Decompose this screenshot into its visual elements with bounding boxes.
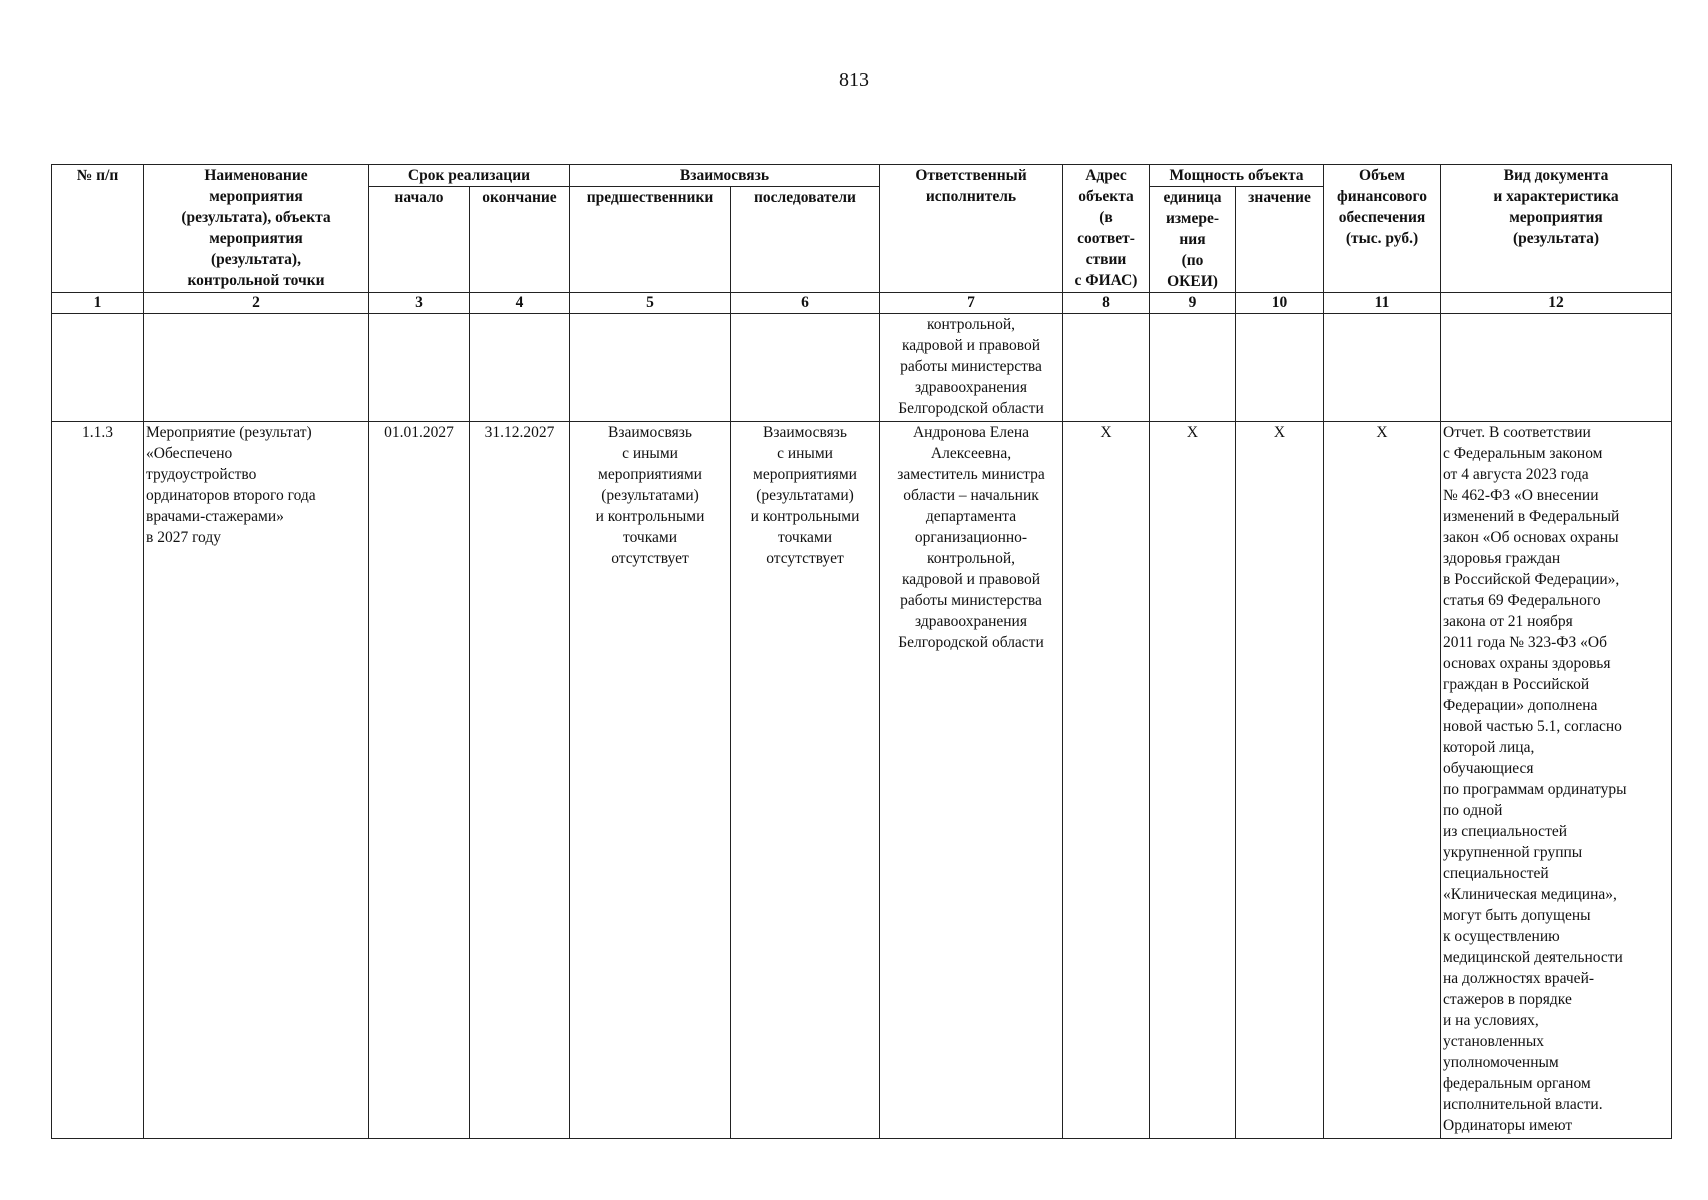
header-capacity-unit: единица измере- ния (по ОКЕИ) — [1150, 187, 1236, 293]
row-finance: X — [1324, 422, 1441, 1139]
row-responsible: Андронова Елена Алексеевна, заместитель министра области – начальник департамента организационно- контрольной, кадровой и правовой работы министерства здравоохранения Белгородской области — [880, 422, 1063, 1139]
table-cell — [1441, 314, 1672, 422]
column-number: 5 — [570, 293, 731, 314]
table-cell — [52, 314, 144, 422]
row-num: 1.1.3 — [52, 422, 144, 1139]
header-name: Наименование мероприятия (результата), объекта мероприятия (результата), контрольной точки — [144, 165, 369, 293]
row-unit: X — [1150, 422, 1236, 1139]
header-capacity-value: значение — [1236, 187, 1324, 293]
header-term-end: окончание — [470, 187, 570, 293]
table-cell — [1324, 314, 1441, 422]
header-address: Адрес объекта (в соответ- ствии с ФИАС) — [1063, 165, 1150, 293]
row-predecessors: Взаимосвязь с иными мероприятиями (результатами) и контрольными точками отсутствует — [570, 422, 731, 1139]
header-row-1 — [52, 165, 1672, 187]
row-doc: Отчет. В соответствии с Федеральным законом от 4 августа 2023 года № 462-ФЗ «О внесении изменений в Федеральный закон «Об основах охраны здоровья граждан в Российской Федерации», статья 69 Федерального закона от 21 ноября 2011 года № 323-ФЗ «Об основах охраны здоровья граждан в Российской Федерации» дополнена новой частью 5.1, согласно которой лица, обучающиеся по программам ординатуры по одной из специальностей укрупненной группы специальностей «Клиническая медицина», могут быть допущены к осуществлению медицинской деятельности на должностях врачей- стажеров в порядке и на условиях, установленных уполномоченным федеральным органом исполнительной власти. Ординаторы имеют — [1441, 422, 1672, 1139]
table-cell — [369, 314, 470, 422]
table-cell — [570, 314, 731, 422]
column-number: 2 — [144, 293, 369, 314]
header-responsible: Ответственный исполнитель — [880, 165, 1063, 293]
table-cell — [144, 314, 369, 422]
table-cell — [1063, 314, 1150, 422]
header-doc-type: Вид документа и характеристика мероприятия (результата) — [1441, 165, 1672, 293]
header-link-group: Взаимосвязь — [570, 165, 880, 187]
column-number: 1 — [52, 293, 144, 314]
header-num: № п/п — [52, 165, 144, 293]
header-finance: Объем финансового обеспечения (тыс. руб.) — [1324, 165, 1441, 293]
row-value: X — [1236, 422, 1324, 1139]
table-row — [52, 422, 1672, 1139]
header-term-group: Срок реализации — [369, 165, 570, 187]
header-link-pred: предшественники — [570, 187, 731, 293]
header-term-start: начало — [369, 187, 470, 293]
column-number: 12 — [1441, 293, 1672, 314]
page-number: 813 — [839, 69, 869, 91]
column-number: 8 — [1063, 293, 1150, 314]
column-number: 10 — [1236, 293, 1324, 314]
table-cell — [470, 314, 570, 422]
plan-table — [51, 164, 1672, 1139]
continuation-row — [52, 314, 1672, 422]
column-number-row — [52, 293, 1672, 314]
row-successors: Взаимосвязь с иными мероприятиями (результатами) и контрольными точками отсутствует — [731, 422, 880, 1139]
row-name: Мероприятие (результат) «Обеспечено трудоустройство ординаторов второго года врачами-стажерами» в 2027 году — [144, 422, 369, 1139]
header-capacity-group: Мощность объекта — [1150, 165, 1324, 187]
column-number: 6 — [731, 293, 880, 314]
row-start: 01.01.2027 — [369, 422, 470, 1139]
continuation-responsible: контрольной, кадровой и правовой работы министерства здравоохранения Белгородской области — [880, 314, 1063, 422]
row-end: 31.12.2027 — [470, 422, 570, 1139]
row-address: X — [1063, 422, 1150, 1139]
table-cell — [731, 314, 880, 422]
column-number: 9 — [1150, 293, 1236, 314]
table-cell — [1236, 314, 1324, 422]
column-number: 11 — [1324, 293, 1441, 314]
column-number: 4 — [470, 293, 570, 314]
column-number: 7 — [880, 293, 1063, 314]
header-link-succ: последователи — [731, 187, 880, 293]
column-number: 3 — [369, 293, 470, 314]
table-cell — [1150, 314, 1236, 422]
